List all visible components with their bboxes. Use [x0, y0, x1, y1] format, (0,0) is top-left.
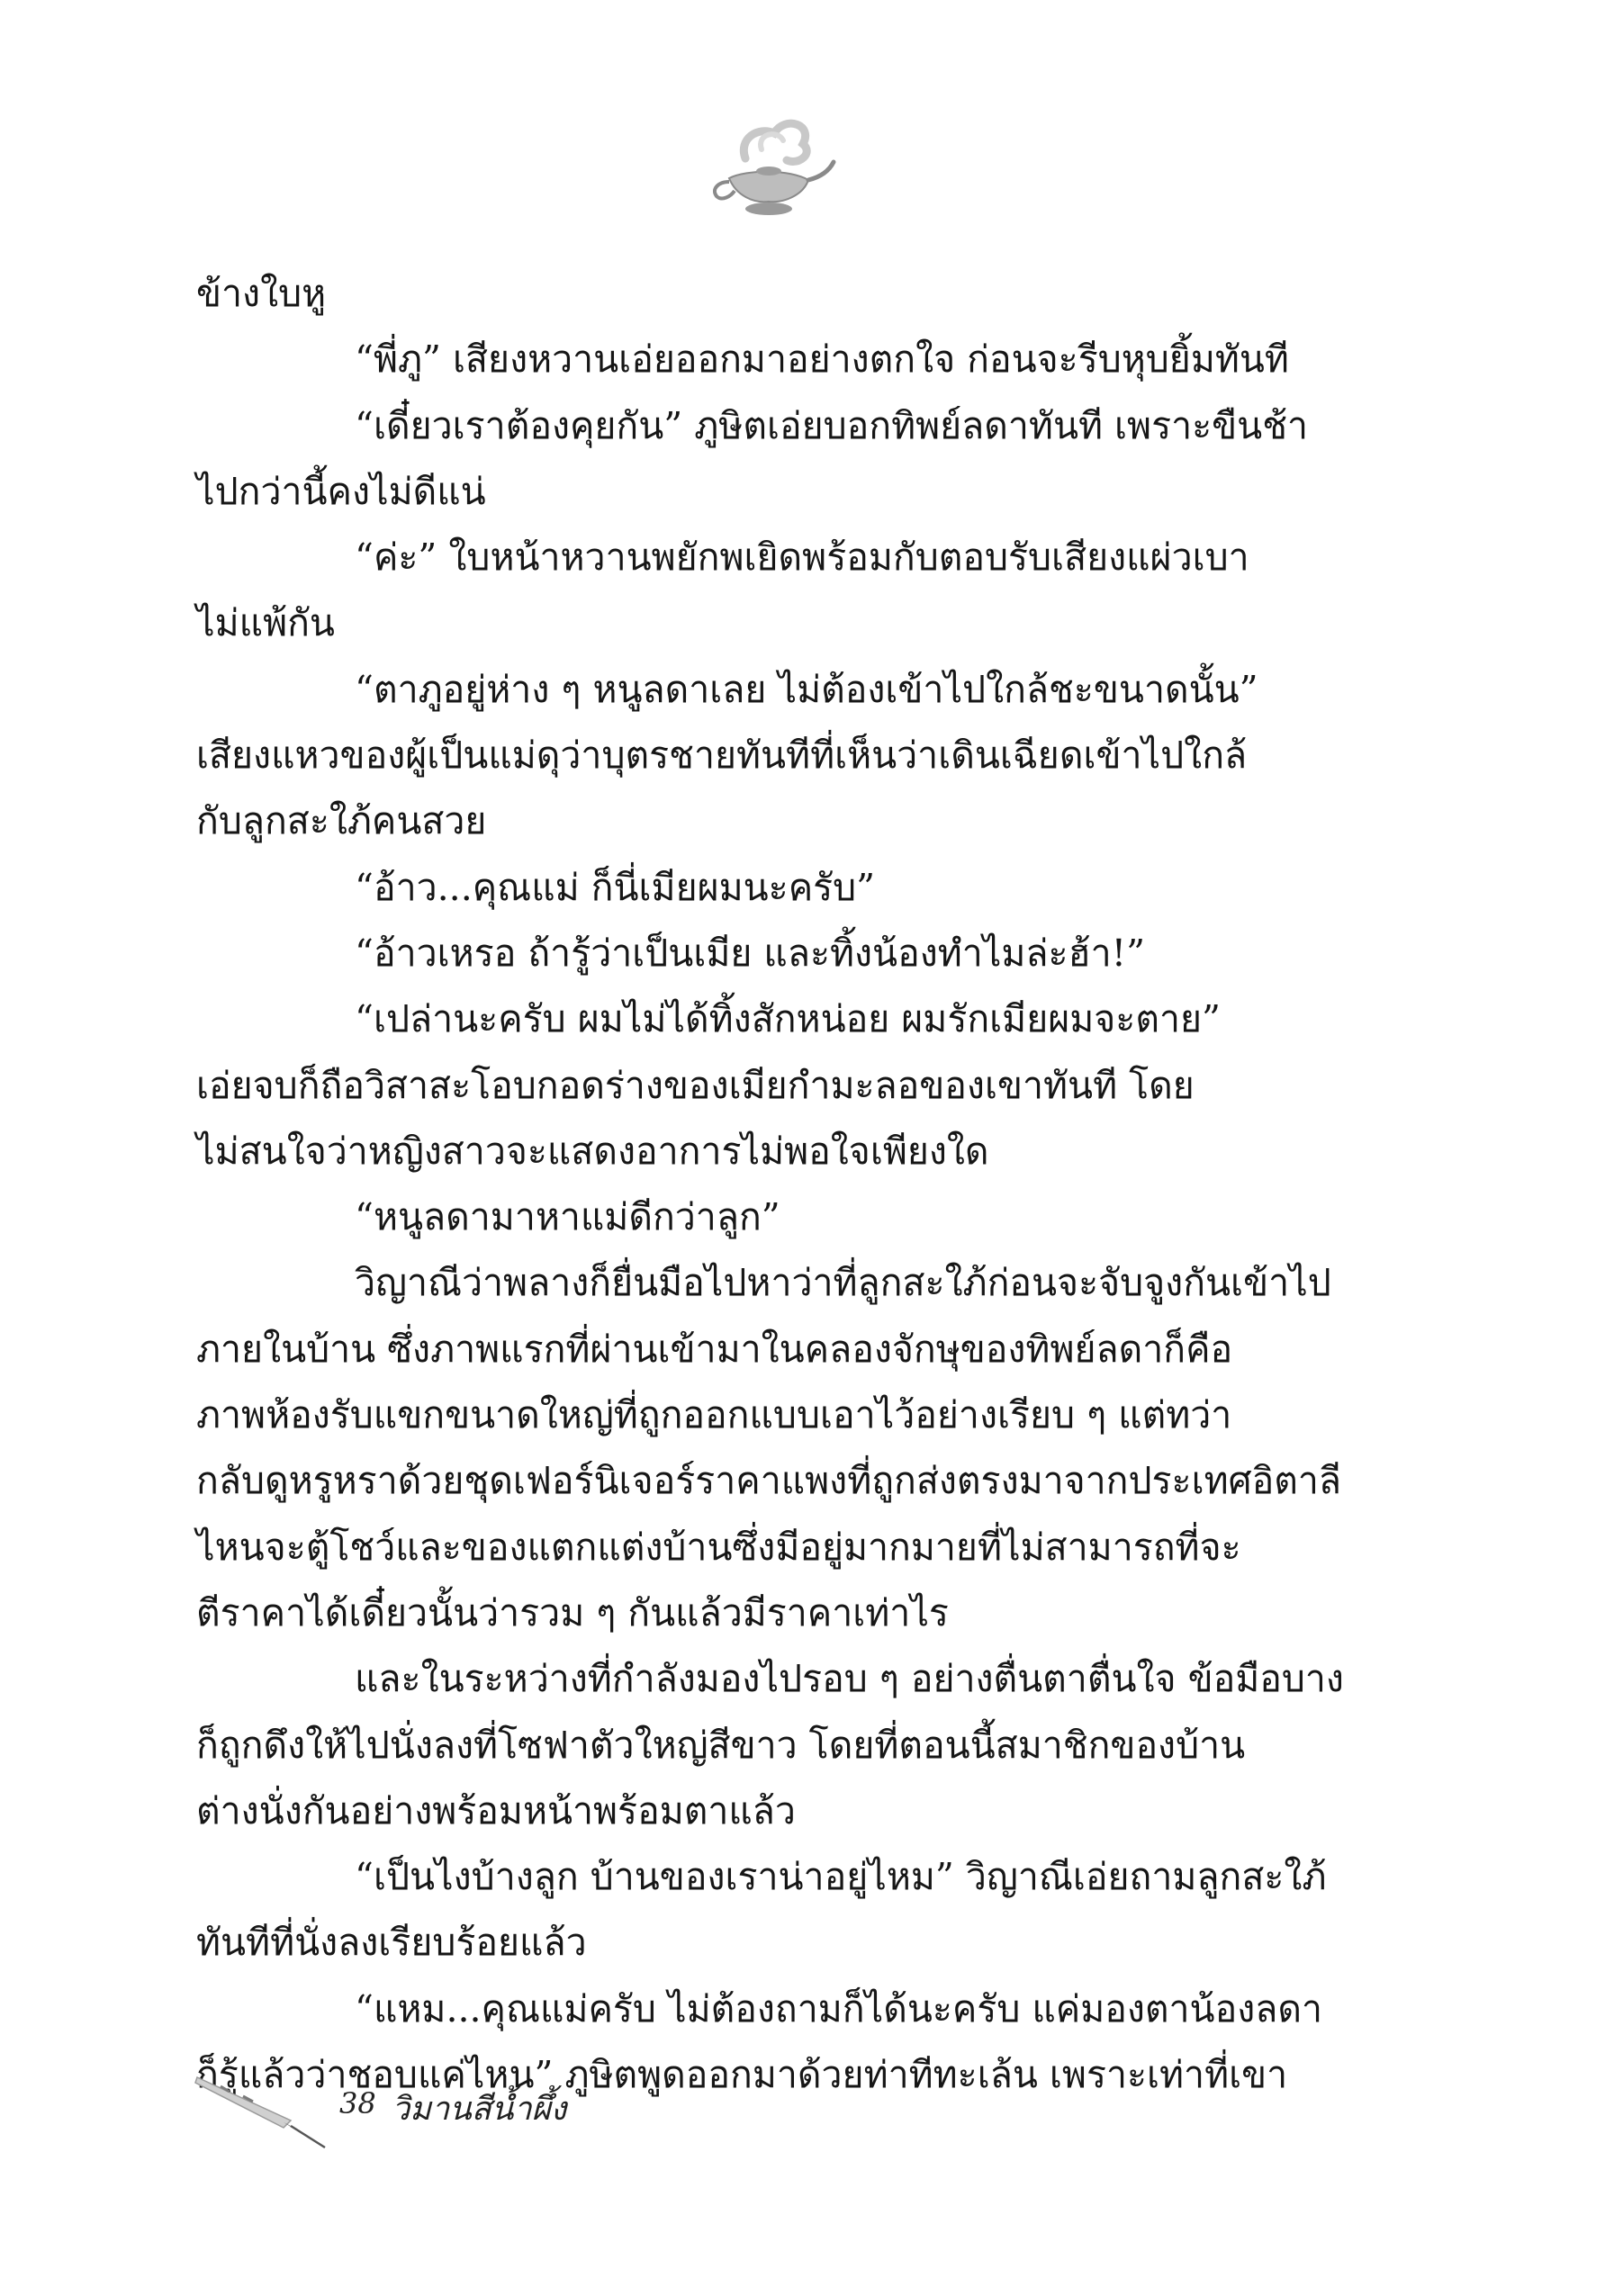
page-number: 38: [339, 2086, 376, 2120]
text-line: ไปกว่านี้คงไม่ดีแน่: [196, 469, 486, 513]
fountain-pen-icon: [194, 2068, 329, 2149]
text-line: กับลูกสะใภ้คนสวย: [196, 799, 487, 843]
text-line: “ค่ะ” ใบหน้าหวานพยักพเยิดพร้อมกับตอบรับเสียงแผ่วเบา: [355, 536, 1249, 580]
book-title: วิมานสีน้ำผึ้ง: [392, 2091, 567, 2128]
text-line: ข้างใบหู: [196, 272, 327, 315]
text-line: “อ้าว...คุณแม่ ก็นี่เมียผมนะครับ”: [355, 865, 876, 909]
text-line: “เดี๋ยวเราต้องคุยกัน” ภูษิตเอ่ยบอกทิพย์ลดาทันที เพราะขืนช้า: [355, 403, 1309, 447]
genie-lamp-icon: [702, 106, 837, 232]
text-line: “ตาภูอยู่ห่าง ๆ หนูลดาเลย ไม่ต้องเข้าไปใกล้ชะขนาดนั้น”: [355, 667, 1258, 711]
text-line: ทันทีที่นั่งลงเรียบร้อยแล้ว: [196, 1921, 587, 1965]
text-line: ก็ถูกดึงให้ไปนั่งลงที่โซฟาตัวใหญ่สีขาว โดยที่ตอนนี้สมาชิกของบ้าน: [196, 1723, 1246, 1767]
text-line: “อ้าวเหรอ ถ้ารู้ว่าเป็นเมีย และทิ้งน้องทำไมล่ะฮ้า!”: [355, 931, 1146, 975]
text-line: เสียงแหวของผู้เป็นแม่ดุว่าบุตรชายทันทีที่เห็นว่าเดินเฉียดเข้าไปใกล้: [196, 734, 1248, 778]
text-line: ภาพห้องรับแขกขนาดใหญ่ที่ถูกออกแบบเอาไว้อย่างเรียบ ๆ แต่ทว่า: [196, 1393, 1232, 1437]
text-line: กลับดูหรูหราด้วยชุดเฟอร์นิเจอร์ราคาแพงที่ถูกส่งตรงมาจากประเทศอิตาลี: [196, 1459, 1342, 1503]
text-line: ไม่สนใจว่าหญิงสาวจะแสดงอาการไม่พอใจเพียงใด: [196, 1129, 989, 1173]
text-line: “พี่ภู” เสียงหวานเอ่ยออกมาอย่างตกใจ ก่อนจะรีบหุบยิ้มทันที: [355, 338, 1289, 382]
text-line: “เป็นไงบ้างลูก บ้านของเราน่าอยู่ไหม” วิญาณีเอ่ยถามลูกสะใภ้: [355, 1855, 1327, 1899]
text-line: ต่างนั่งกันอย่างพร้อมหน้าพร้อมตาแล้ว: [196, 1788, 796, 1832]
body-text: [196, 261, 1344, 2108]
text-line: ไม่แพ้กัน: [196, 601, 335, 645]
text-line: เอ่ยจบก็ถือวิสาสะโอบกอดร่างของเมียกำมะลอของเขาทันที โดย: [196, 1063, 1195, 1107]
text-line: และในระหว่างที่กำลังมองไปรอบ ๆ อย่างตื่นตาตื่นใจ ข้อมือบาง: [355, 1657, 1344, 1701]
text-line: ตีราคาได้เดี๋ยวนั้นว่ารวม ๆ กันแล้วมีราคาเท่าไร: [196, 1590, 949, 1634]
text-line: “เปล่านะครับ ผมไม่ได้ทิ้งสักหน่อย ผมรักเมียผมจะตาย”: [355, 997, 1221, 1041]
text-line: “หนูลดามาหาแม่ดีกว่าลูก”: [355, 1195, 780, 1239]
text-line: “แหม...คุณแม่ครับ ไม่ต้องถามก็ได้นะครับ แค่มองตาน้องลดา: [355, 1986, 1322, 2030]
text-line: ไหนจะตู้โชว์และของแตกแต่งบ้านซึ่งมีอยู่มากมายที่ไม่สามารถที่จะ: [196, 1525, 1241, 1569]
text-line: วิญาณีว่าพลางก็ยื่นมือไปหาว่าที่ลูกสะใภ้ก่อนจะจับจูงกันเข้าไป: [355, 1261, 1331, 1305]
text-line: ภายในบ้าน ซึ่งภาพแรกที่ผ่านเข้ามาในคลองจักษุของทิพย์ลดาก็คือ: [196, 1327, 1233, 1371]
page-footer: [194, 2068, 824, 2149]
text-line: ก็รู้แล้วว่าชอบแค่ไหน” ภูษิตพูดออกมาด้วยท่าทีทะเล้น เพราะเท่าที่เขา: [196, 2053, 1288, 2097]
